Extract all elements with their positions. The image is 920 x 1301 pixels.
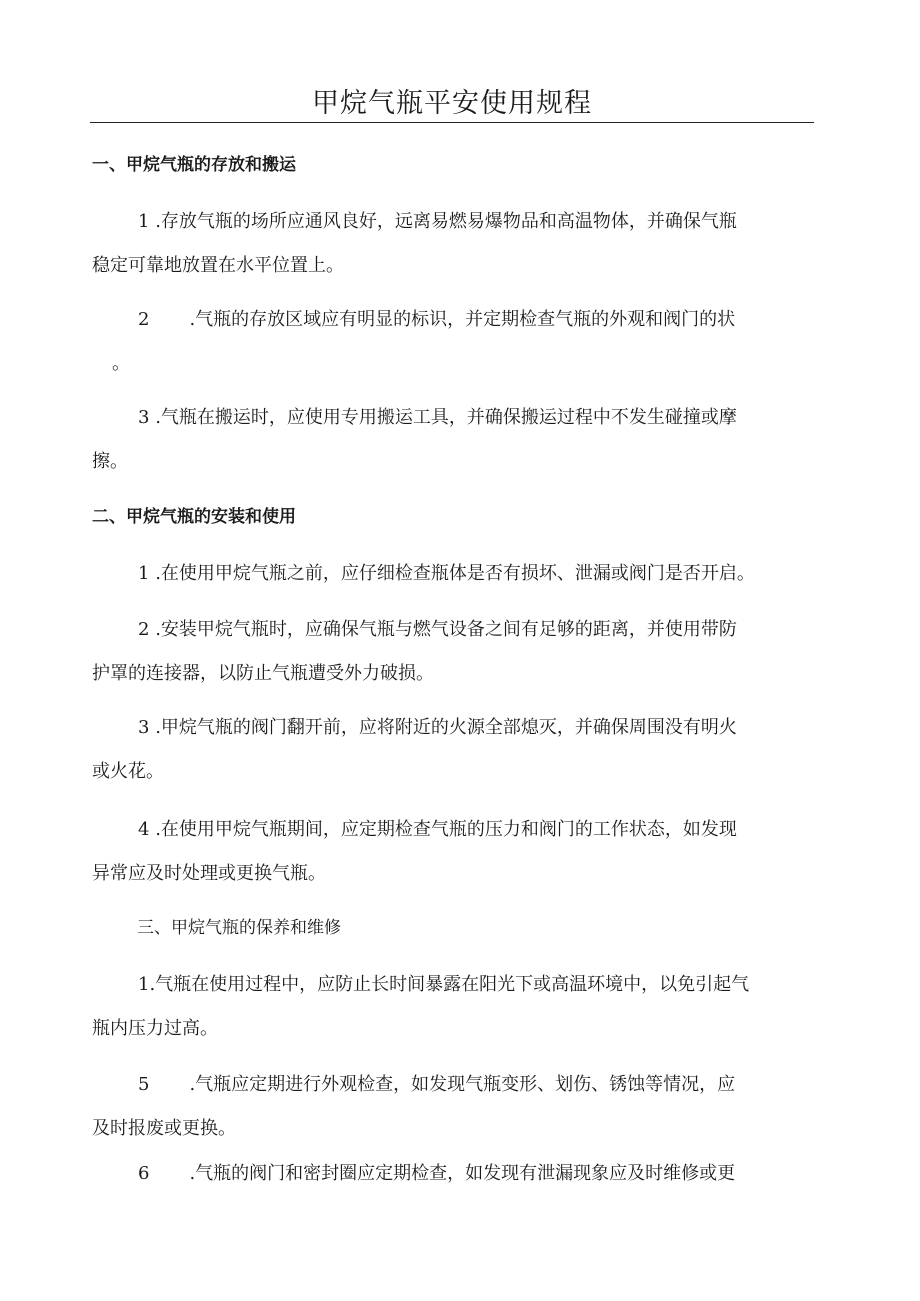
- section-heading-3: 三、甲烷气瓶的保养和维修: [137, 918, 341, 938]
- item-text-cont: 或火花。: [92, 761, 164, 782]
- item-text: .气瓶应定期进行外观检查，如发现气瓶变形、划伤、锈蚀等情况，应: [189, 1074, 736, 1095]
- paragraph-3-3: [92, 1152, 814, 1196]
- page-title: 甲烷气瓶平安使用规程: [312, 88, 592, 119]
- item-text-cont: 及时报废或更换。: [92, 1118, 236, 1139]
- title-divider: [90, 122, 814, 123]
- item-text: .气瓶在使用过程中，应防止长时间暴露在阳光下或高温环境中，以免引起气: [149, 974, 750, 995]
- item-text: .气瓶的阀门和密封圈应定期检查，如发现有泄漏现象应及时维修或更: [189, 1163, 736, 1184]
- item-number: 2: [138, 309, 150, 330]
- paragraph-3-1: [92, 963, 814, 1051]
- item-number: 1: [138, 211, 150, 232]
- item-text-cont: 瓶内压力过高。: [92, 1018, 218, 1039]
- item-number: 4: [138, 819, 150, 840]
- item-number: 1: [138, 563, 150, 584]
- paragraph-1-2: [92, 298, 814, 386]
- item-number: 6: [138, 1163, 150, 1184]
- item-text: .气瓶在搬运时，应使用专用搬运工具，并确保搬运过程中不发生碰撞或摩: [155, 407, 737, 428]
- paragraph-3-2: [92, 1063, 814, 1151]
- paragraph-1-3: [92, 396, 814, 484]
- item-text-cont: 护罩的连接器，以防止气瓶遭受外力破损。: [92, 663, 434, 684]
- item-text: .安装甲烷气瓶时，应确保气瓶与燃气设备之间有足够的距离，并使用带防: [155, 619, 737, 640]
- paragraph-2-2: [92, 608, 814, 696]
- item-text-cont: 擦。: [92, 451, 128, 472]
- item-number: 3: [138, 407, 150, 428]
- item-text-cont: 。: [112, 353, 130, 374]
- item-number: 3: [138, 717, 150, 738]
- item-text: .甲烷气瓶的阀门翻开前，应将附近的火源全部熄灭，并确保周围没有明火: [155, 717, 737, 738]
- section-heading-2: 二、甲烷气瓶的安装和使用: [92, 507, 296, 527]
- item-text: .在使用甲烷气瓶之前，应仔细检查瓶体是否有损坏、泄漏或阀门是否开启。: [155, 563, 755, 584]
- item-text-cont: 稳定可靠地放置在水平位置上。: [92, 255, 344, 276]
- item-number: 2: [138, 619, 150, 640]
- item-number: 5: [138, 1074, 150, 1095]
- item-text: .在使用甲烷气瓶期间，应定期检查气瓶的压力和阀门的工作状态，如发现: [155, 819, 737, 840]
- item-text: .存放气瓶的场所应通风良好，远离易燃易爆物品和高温物体，并确保气瓶: [155, 211, 737, 232]
- section-heading-1: 一、甲烷气瓶的存放和搬运: [92, 155, 296, 175]
- item-number: 1: [138, 974, 150, 995]
- item-text-cont: 异常应及时处理或更换气瓶。: [92, 863, 326, 884]
- paragraph-2-1: [92, 552, 814, 596]
- item-text: .气瓶的存放区域应有明显的标识，并定期检查气瓶的外观和阀门的状: [189, 309, 736, 330]
- paragraph-2-3: [92, 706, 814, 794]
- paragraph-2-4: [92, 808, 814, 896]
- paragraph-1-1: [92, 200, 814, 288]
